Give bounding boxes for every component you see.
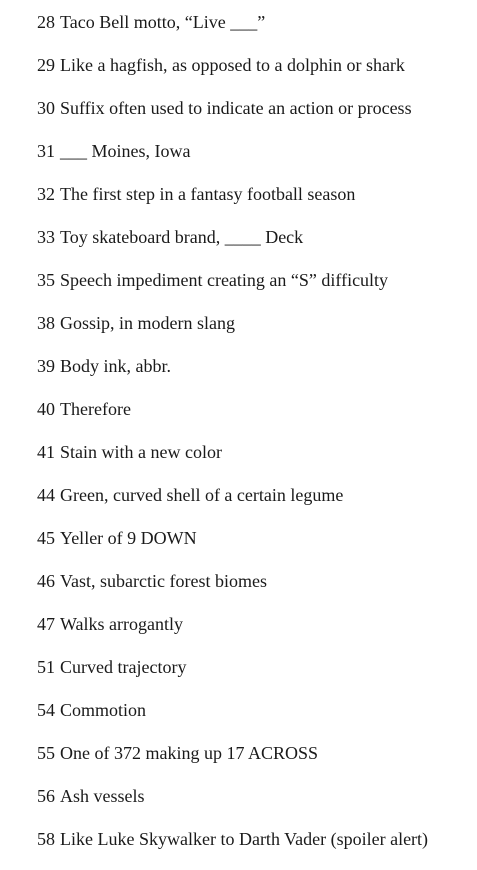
clue-number: 33 xyxy=(37,227,55,247)
clue-number: 46 xyxy=(37,571,55,591)
clue-list xyxy=(37,10,428,870)
clue-text: Toy skateboard brand, ____ Deck xyxy=(60,227,304,247)
clue-number: 28 xyxy=(37,12,55,32)
clue-item xyxy=(37,311,428,354)
clue-item xyxy=(37,698,428,741)
clue-text: Yeller of 9 DOWN xyxy=(60,528,197,548)
clue-number: 39 xyxy=(37,356,55,376)
clue-text: Suffix often used to indicate an action or process xyxy=(60,98,412,118)
clue-item xyxy=(37,53,428,96)
clue-item xyxy=(37,397,428,440)
clue-text: One of 372 making up 17 ACROSS xyxy=(60,743,319,763)
clue-number: 51 xyxy=(37,657,55,677)
clue-text: Vast, subarctic forest biomes xyxy=(60,571,267,591)
clue-text: ___ Moines, Iowa xyxy=(60,141,191,161)
clue-number: 44 xyxy=(37,485,55,505)
clue-number: 40 xyxy=(37,399,55,419)
clue-number: 38 xyxy=(37,313,55,333)
clue-text: Green, curved shell of a certain legume xyxy=(60,485,344,505)
clue-item xyxy=(37,526,428,569)
clue-item xyxy=(37,268,428,311)
clue-text: Curved trajectory xyxy=(60,657,187,677)
clue-item xyxy=(37,139,428,182)
clue-text: Walks arrogantly xyxy=(60,614,184,634)
clue-item xyxy=(37,612,428,655)
clue-item xyxy=(37,655,428,698)
clue-text: Like a hagfish, as opposed to a dolphin or shark xyxy=(60,55,405,75)
clue-item xyxy=(37,569,428,612)
clue-item xyxy=(37,182,428,225)
clue-text: Like Luke Skywalker to Darth Vader (spoiler alert) xyxy=(60,829,429,849)
clue-text: The first step in a fantasy football season xyxy=(60,184,356,204)
clue-number: 41 xyxy=(37,442,55,462)
clue-text: Ash vessels xyxy=(60,786,145,806)
clue-item xyxy=(37,440,428,483)
clue-number: 32 xyxy=(37,184,55,204)
clue-number: 58 xyxy=(37,829,55,849)
clue-item xyxy=(37,225,428,268)
clue-text: Gossip, in modern slang xyxy=(60,313,235,333)
clue-number: 45 xyxy=(37,528,55,548)
clue-number: 31 xyxy=(37,141,55,161)
clue-item xyxy=(37,96,428,139)
clue-text: Commotion xyxy=(60,700,147,720)
clue-text: Therefore xyxy=(60,399,131,419)
clue-number: 47 xyxy=(37,614,55,634)
clue-item xyxy=(37,741,428,784)
clue-text: Body ink, abbr. xyxy=(60,356,171,376)
clue-number: 56 xyxy=(37,786,55,806)
clue-item xyxy=(37,483,428,526)
clue-text: Speech impediment creating an “S” difficulty xyxy=(60,270,389,290)
clue-text: Stain with a new color xyxy=(60,442,222,462)
clue-text: Taco Bell motto, “Live ___” xyxy=(60,12,266,32)
clue-number: 30 xyxy=(37,98,55,118)
clue-item xyxy=(37,354,428,397)
clue-item xyxy=(37,784,428,827)
clue-number: 54 xyxy=(37,700,55,720)
clue-number: 29 xyxy=(37,55,55,75)
clue-item xyxy=(37,10,428,53)
clue-number: 55 xyxy=(37,743,55,763)
clue-number: 35 xyxy=(37,270,55,290)
